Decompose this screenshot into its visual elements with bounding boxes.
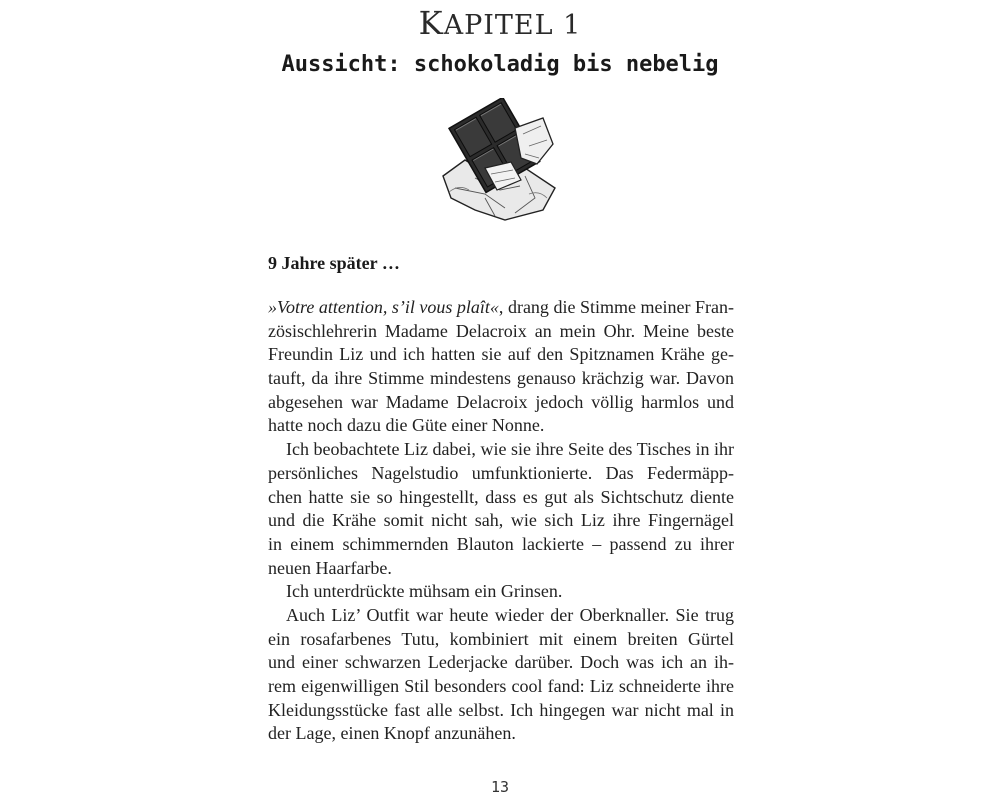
text-line [268,604,734,628]
line-text: zösischlehrerin Madame Delacroix an mein Ohr. Meine beste [268,320,734,341]
line-text: chen hatte sie so hingestellt, dass es gut als Sichtschutz diente [268,486,734,507]
text-line [268,438,734,462]
line-text: in einem schimmernden Blauton lackierte – passend zu ihrer [268,533,734,554]
text-line [268,557,734,581]
line-text: hatte noch dazu die Güte einer Nonne. [268,415,545,436]
text-line [268,391,734,415]
text-line [268,462,734,486]
line-text: und die Krähe somit nicht sah, wie sich Liz ihre Fingernägel [268,510,734,531]
text-line [268,296,734,320]
chapter-heading-initial: K [418,4,444,42]
line-text: ein rosafarbenes Tutu, kombiniert mit einem breiten Gürtel [268,628,734,649]
line-text: rem eigenwilligen Stil besonders cool fand: Liz schneiderte ihre [268,676,734,696]
text-line [268,320,734,344]
italic-quote: »Votre attention, s’il vous plaît« [268,297,499,317]
text-line [268,509,734,533]
text-line [268,533,734,557]
text-line [268,651,734,675]
line-text: Freundin Liz und ich hatten sie auf den Spitznamen Krähe ge- [268,344,734,365]
line-text: Auch Liz’ Outfit war heute wieder der Oberknaller. Sie trug [286,604,734,625]
text-line [268,628,734,652]
text-line [268,486,734,510]
chapter-body-text [268,296,734,746]
time-skip-heading: 9 Jahre später … [268,253,400,273]
line-text: Ich unterdrückte mühsam ein Grinsen. [286,581,563,602]
text-line [268,675,734,699]
text-line [268,414,734,438]
page-number: 13 [490,778,510,796]
chapter-heading-rest: APITEL 1 [443,10,582,41]
chocolate-bar-illustration [425,98,575,223]
line-text: abgesehen war Madame Delacroix jedoch völlig harmlos und [268,391,734,412]
line-text: und einer schwarzen Lederjacke darüber. Doch was ich an ih- [268,652,734,673]
text-line [268,722,734,746]
line-text: , drang die Stimme meiner Fran- [498,297,734,317]
line-text: Ich beobachtete Liz dabei, wie sie ihre Seite des Tisches in ihr [286,439,734,460]
chapter-subtitle: Aussicht: schokoladig bis nebelig [281,52,719,77]
text-line [268,343,734,367]
text-line [268,580,734,604]
text-line [268,367,734,391]
line-text: der Lage, einen Knopf anzunähen. [268,723,516,744]
chapter-heading [0,4,1000,42]
line-text: neuen Haarfarbe. [268,557,392,578]
line-text: tauft, da ihre Stimme mindestens genauso krächzig war. Davon [268,368,734,389]
text-line [268,699,734,723]
line-text: Kleidungsstücke fast alle selbst. Ich hingegen war nicht mal in [268,699,734,720]
line-text: persönliches Nagelstudio umfunktionierte. Das Federmäpp- [268,462,734,483]
